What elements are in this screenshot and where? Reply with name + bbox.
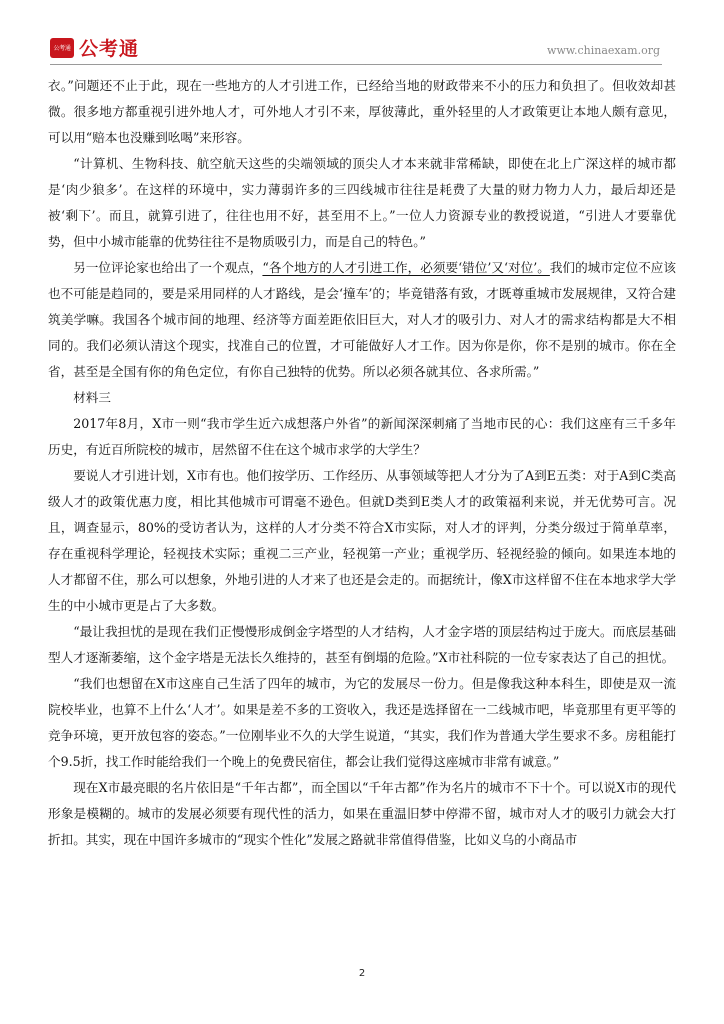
header-divider <box>50 64 662 65</box>
page-header <box>0 0 724 66</box>
paragraph-6: “最让我担忧的是现在我们正慢慢形成倒金字塔型的人才结构，人才金字塔的顶层结构过于庞大。而底层基础型人才逐渐萎缩，这个金字塔是无法长久维持的，甚至有倒塌的危险。”X市社科院的一位专家表达了自己的担忧。 <box>48 624 676 665</box>
logo <box>50 34 139 61</box>
site-url: www.chinaexam.org <box>547 44 660 57</box>
paragraph-2: “计算机、生物科技、航空航天这些的尖端领域的顶尖人才本来就非常稀缺，即使在北上广深这样的城市都是‘肉少狼多’。在这样的环境中，实力薄弱许多的三四线城市往往是耗费了大量的财力物力人力，最后却还是被‘剩下’。而且，就算引进了，往往也用不好，甚至用不上。”一位人力资源专业的教授说道，“引进人才要靠优势，但中小城市能靠的优势往往不是物质吸引力，而是自己的特色。” <box>48 156 676 249</box>
paragraph-1: 衣。”问题还不止于此，现在一些地方的人才引进工作，已经给当地的财政带来不小的压力和负担了。但收效却甚微。很多地方都重视引进外地人才，可外地人才引不来，厚彼薄此，重外轻里的人才政策更让本地人颇有意见，可以用“赔本也没赚到吆喝”来形容。 <box>48 78 676 145</box>
paragraph-3-underlined: “各个地方的人才引进工作，必须要‘错位’又‘对位’。 <box>262 260 550 275</box>
page-number: 2 <box>358 968 366 979</box>
logo-text: 公考通 <box>79 38 140 60</box>
section-heading: 材料三 <box>73 390 111 405</box>
paragraph-3-lead: 另一位评论家也给出了一个观点， <box>73 260 263 275</box>
paragraph-3-rest: 我们的城市定位不应该也不可能是趋同的，要是采用同样的人才路线，是会‘撞车’的；毕竟错落有致，才既尊重城市发展规律，又符合建筑美学嘛。我国各个城市间的地理、经济等方面差距依旧巨大，对人才的吸引力、对人才的需求结构都是大不相同的。我们必须认清这个现实，找准自己的位置，才可能做好人才工作。因为你是你，你不是别的城市。你在全省，甚至是全国有你的角色定位，有你自己独特的优势。所以必须各就其位、各求所需。” <box>48 260 677 379</box>
paragraph-4: 2017年8月，X市一则“我市学生近六成想落户外省”的新闻深深刺痛了当地市民的心：我们这座有三千多年历史，有近百所院校的城市，居然留不住在这个城市求学的大学生？ <box>48 416 676 457</box>
paragraph-3 <box>48 255 676 385</box>
document-body <box>48 73 676 853</box>
paragraph-7: “我们也想留在X市这座自己生活了四年的城市，为它的发展尽一份力。但是像我这种本科生，即使是双一流院校毕业，也算不上什么‘人才’。如果是差不多的工资收入，我还是选择留在一二线城市吧，毕竟那里有更平等的竞争环境，更开放包容的姿态。”一位刚毕业不久的大学生说道，“其实，我们作为普通大学生要求不多。房租能打个9.5折，找工作时能给我们一个晚上的免费民宿住，都会让我们觉得这座城市非常有诚意。” <box>48 676 676 769</box>
paragraph-8: 现在X市最亮眼的名片依旧是“千年古都”，而全国以“千年古都”作为名片的城市不下十个。可以说X市的现代形象是模糊的。城市的发展必须要有现代性的活力，如果在重温旧梦中停滞不留，城市对人才的吸引力就会大打折扣。其实，现在中国许多城市的“现实个性化”发展之路就非常值得借鉴，比如义乌的小商品市 <box>48 780 676 847</box>
logo-badge: 公考通 <box>50 38 74 58</box>
paragraph-5: 要说人才引进计划，X市有也。他们按学历、工作经历、从事领域等把人才分为了A到E五类：对于A到C类高级人才的政策优惠力度，相比其他城市可谓毫不逊色。但就D类到E类人才的政策福利来说，并无优势可言。况且，调查显示，80%的受访者认为，这样的人才分类不符合X市实际，对人才的评判，分类分级过于简单草率，存在重视科学理论，轻视技术实际；重视二三产业，轻视第一产业；重视学历、轻视经验的倾向。如果连本地的人才都留不住，那么可以想象，外地引进的人才来了也还是会走的。而据统计，像X市这样留不住在本地求学大学生的中小城市更是占了大多数。 <box>48 468 676 613</box>
